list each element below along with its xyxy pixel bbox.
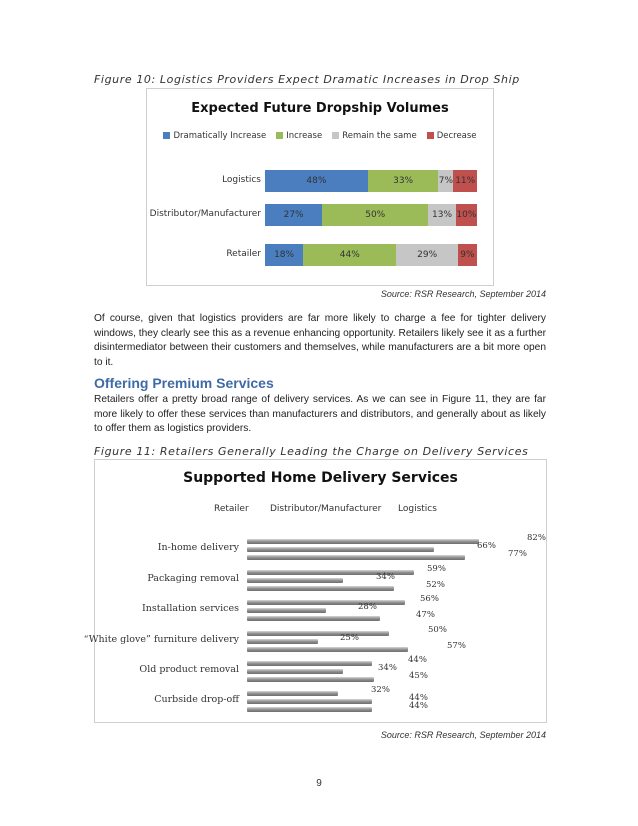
figure-10-bar-logistics-increase: 33% [368,170,439,192]
figure-11-bar-in-home-delivery-retailer [247,539,479,544]
figure-10-bar-distributor-manufacturer-increase: 50% [322,204,428,226]
legend-label: Dramatically Increase [173,131,267,141]
figure-11-value-white-glove-furniture-delivery-distributor-manufacturer: 25% [340,633,359,643]
figure-11-value-installation-services-logistics: 47% [416,610,435,620]
figure-10-category-distributor-manufacturer: Distributor/Manufacturer [149,209,261,219]
figure-11-legend-logistics: Logistics [398,504,437,514]
figure-11-value-installation-services-distributor-manufacturer: 28% [358,602,377,612]
figure-11-chart [83,459,547,723]
figure-10-plot [147,89,493,285]
figure-11-bar-white-glove-furniture-delivery-logistics [247,647,408,652]
figure-10-bar-distributor-manufacturer-decrease: 10% [456,204,477,226]
figure-11-bar-curbside-drop-off-distributor-manufacturer [247,699,372,704]
figure-11-chart-title: Supported Home Delivery Services [183,470,458,486]
figure-11-legend-retailer: Retailer [214,504,249,514]
figure-11-bar-old-product-removal-logistics [247,677,374,682]
paragraph-premium-services: Retailers offer a pretty broad range of delivery services. As we can see in Figure 11, they are far more likely to offer these services than manufacturers and distributors, and generally about as likely to offer them as logistics providers. [94,394,546,434]
figure-11-bar-in-home-delivery-logistics [247,555,465,560]
figure-11-bar-old-product-removal-retailer [247,661,372,666]
figure-11-bar-installation-services-retailer [247,600,405,605]
figure-11-bar-white-glove-furniture-delivery-distributor-manufacturer [247,639,318,644]
figure-11-value-old-product-removal-retailer: 44% [408,655,427,665]
figure-10-bar-logistics-decrease: 11% [453,170,477,192]
paragraph-drop-ship-fees: Of course, given that logistics providers are far more likely to charge a fee for tighter delivery windows, they clearly see this as a revenue enhancing opportunity. Retailers likely see it as a further disintermediator between their customers and themselves, while manufacturers are a bit more open to it. [94,313,546,368]
figure-10-chart [146,88,494,286]
figure-11-value-white-glove-furniture-delivery-retailer: 50% [428,625,447,635]
figure-11-source: Source: RSR Research, September 2014 [380,730,546,740]
figure-10-category-retailer: Retailer [226,249,261,259]
figure-11-bar-installation-services-distributor-manufacturer [247,608,326,613]
figure-11-category-packaging-removal: Packaging removal [147,573,239,584]
figure-11-value-in-home-delivery-logistics: 77% [508,549,527,559]
figure-11-caption: Figure 11: Retailers Generally Leading the Charge on Delivery Services [94,445,529,458]
figure-11-value-installation-services-retailer: 56% [420,594,439,604]
figure-11-plot [83,460,546,722]
figure-11-value-curbside-drop-off-distributor-manufacturer: 44% [409,693,428,703]
figure-11-value-in-home-delivery-retailer: 82% [527,533,546,543]
figure-10-bar-logistics-remain-the-same: 7% [438,170,453,192]
figure-11-category-old-product-removal: Old product removal [139,664,239,675]
figure-11-bar-white-glove-furniture-delivery-retailer [247,631,389,636]
figure-11-bar-packaging-removal-distributor-manufacturer [247,578,343,583]
section-heading: Offering Premium Services [94,375,274,391]
figure-11-legend-distributor-manufacturer: Distributor/Manufacturer [270,504,382,514]
legend-label: Decrease [436,131,477,141]
figure-11-value-packaging-removal-distributor-manufacturer: 34% [376,572,395,582]
figure-10-source: Source: RSR Research, September 2014 [380,289,546,299]
figure-11-value-white-glove-furniture-delivery-logistics: 57% [447,641,466,651]
figure-11-value-old-product-removal-logistics: 45% [409,671,428,681]
figure-10-chart-title: Expected Future Dropship Volumes [191,101,449,116]
figure-11-category-curbside-drop-off: Curbside drop-off [154,694,239,705]
legend-label: Increase [286,131,323,141]
figure-11-bar-packaging-removal-logistics [247,586,394,591]
figure-11-value-packaging-removal-logistics: 52% [426,580,445,590]
figure-11-bar-curbside-drop-off-retailer [247,691,338,696]
figure-11-category-white-glove-furniture-delivery: “White glove” furniture delivery [83,634,239,645]
figure-10-bar-logistics-dramatically-increase: 48% [265,170,368,192]
figure-10-bar-retailer-remain-the-same: 29% [396,244,457,266]
figure-11-value-in-home-delivery-distributor-manufacturer: 66% [477,541,496,551]
figure-11-bar-in-home-delivery-distributor-manufacturer [247,547,434,552]
figure-10-bar-retailer-increase: 44% [303,244,396,266]
figure-11-value-curbside-drop-off-retailer: 32% [371,685,390,695]
figure-10-category-logistics: Logistics [222,175,261,185]
figure-11-value-packaging-removal-retailer: 59% [427,564,446,574]
figure-10-bar-retailer-decrease: 9% [458,244,477,266]
figure-10-caption: Figure 10: Logistics Providers Expect Dramatic Increases in Drop Ship [94,73,520,86]
figure-11-category-installation-services: Installation services [142,603,239,614]
figure-10-bar-retailer-dramatically-increase: 18% [265,244,303,266]
figure-10-bar-distributor-manufacturer-dramatically-increase: 27% [265,204,322,226]
figure-10-bar-distributor-manufacturer-remain-the-same: 13% [428,204,456,226]
figure-11-value-curbside-drop-off-logistics: 44% [409,701,428,711]
figure-11-bar-curbside-drop-off-logistics [247,707,372,712]
legend-label: Remain the same [342,131,417,141]
figure-11-category-in-home-delivery: In-home delivery [157,542,239,553]
figure-11-bar-installation-services-logistics [247,616,380,621]
figure-11-bar-old-product-removal-distributor-manufacturer [247,669,343,674]
figure-11-value-old-product-removal-distributor-manufacturer: 34% [378,663,397,673]
page-number: 9 [316,778,322,789]
